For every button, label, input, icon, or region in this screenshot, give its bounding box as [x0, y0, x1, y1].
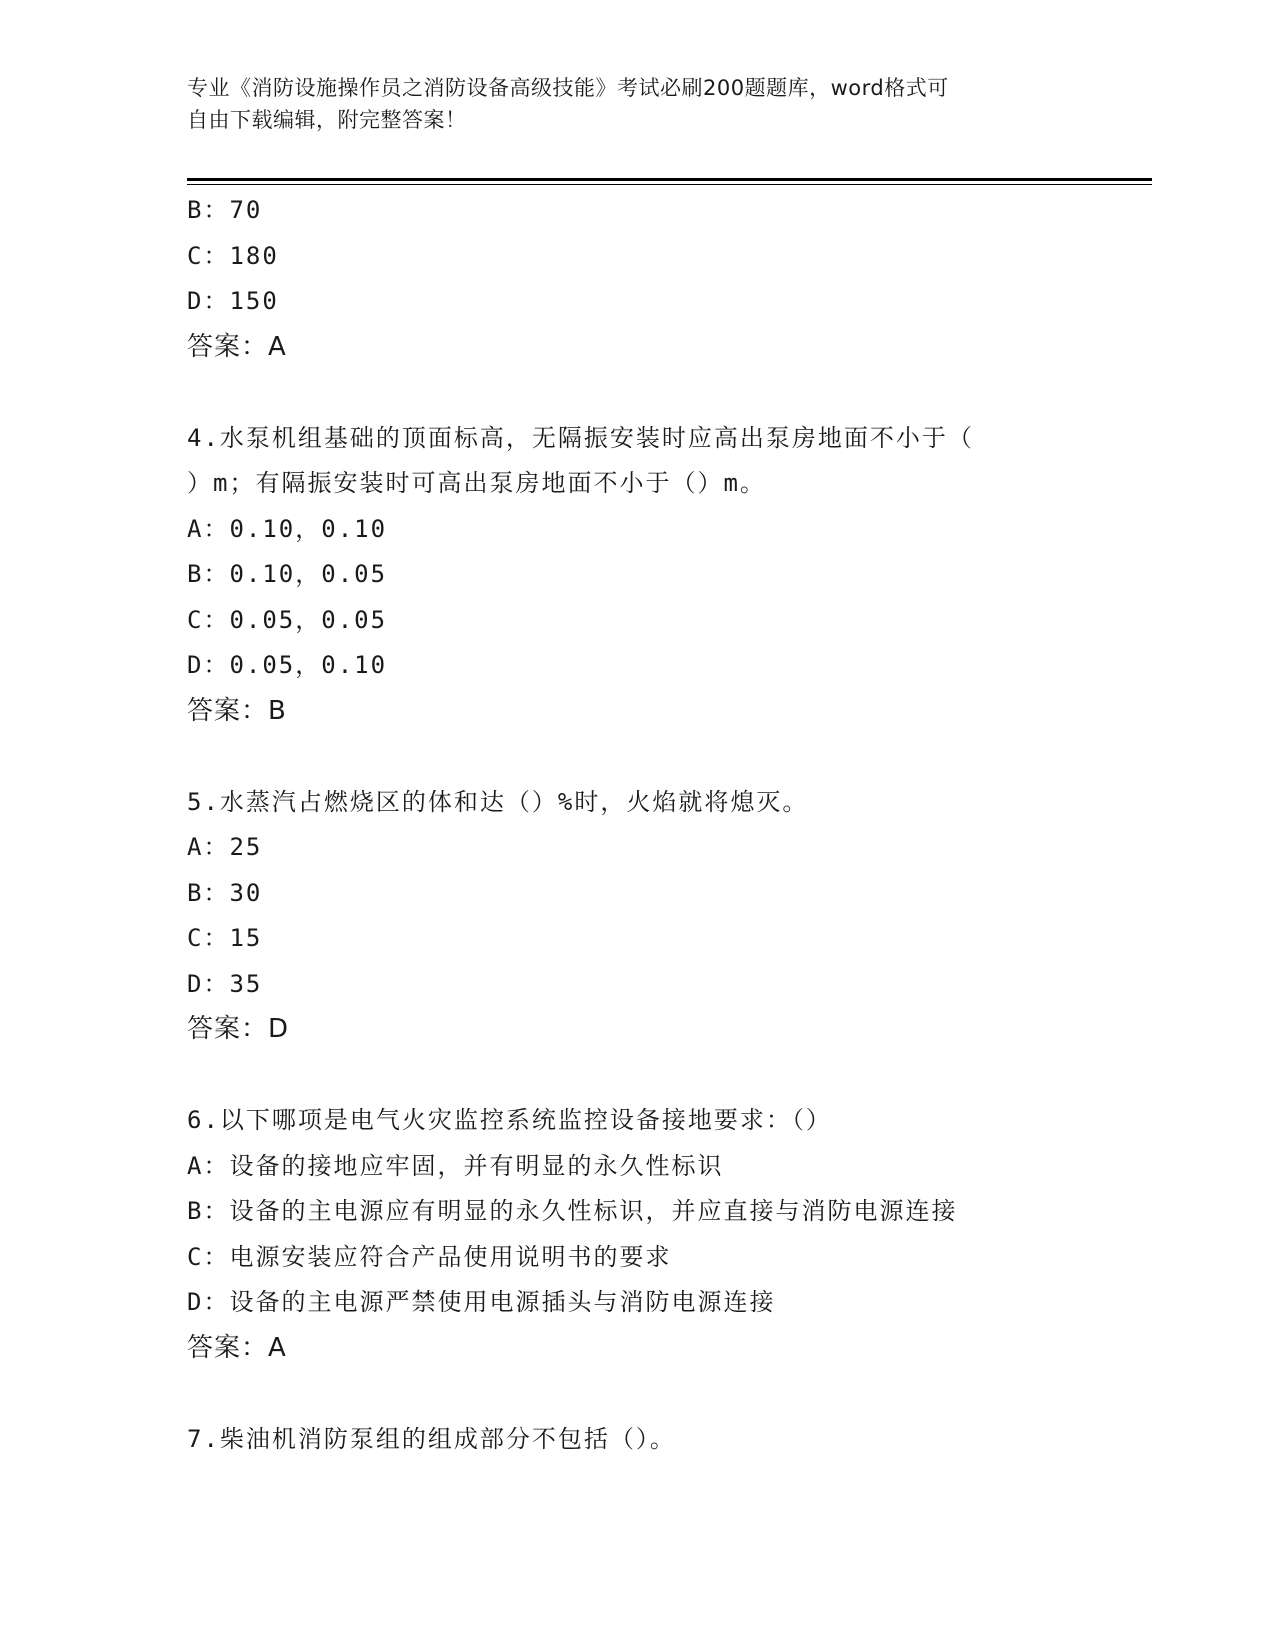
header-line-1: 专业《消防设施操作员之消防设备高级技能》考试必刷200题题库，word格式可 — [187, 76, 949, 100]
option-d: D：设备的主电源严禁使用电源插头与消防电源连接 — [187, 1288, 776, 1316]
document-body — [187, 188, 1087, 1462]
question-stem-line-2: ）m；有隔振安装时可高出泵房地面不小于（）m。 — [187, 469, 766, 497]
question-stem: 5.水蒸汽占燃烧区的体和达（）%时，火焰就将熄灭。 — [187, 787, 809, 816]
spacer — [187, 734, 1087, 780]
option-c: C：180 — [187, 241, 279, 270]
option-a: A：25 — [187, 833, 263, 861]
option-d: D：0.05，0.10 — [187, 651, 388, 679]
spacer — [187, 1053, 1087, 1099]
spacer — [187, 370, 1087, 416]
question-3-tail — [187, 188, 1087, 370]
option-d: D：150 — [187, 287, 279, 315]
spacer — [187, 1371, 1087, 1417]
question-7 — [187, 1417, 1087, 1463]
option-b: B：0.10，0.05 — [187, 560, 388, 588]
question-4 — [187, 416, 1087, 735]
option-b: B：70 — [187, 196, 263, 224]
question-stem: 6.以下哪项是电气火灾监控系统监控设备接地要求：（） — [187, 1106, 832, 1134]
header-rule-thin — [187, 184, 1152, 185]
question-stem-line-1: 4.水泵机组基础的顶面标高，无隔振安装时应高出泵房地面不小于（ — [187, 423, 974, 452]
answer-line: 答案：A — [187, 1332, 287, 1363]
option-b: B：30 — [187, 878, 263, 907]
option-c: C：0.05，0.05 — [187, 605, 388, 634]
option-a: A：0.10，0.10 — [187, 514, 388, 543]
option-b: B：设备的主电源应有明显的永久性标识，并应直接与消防电源连接 — [187, 1197, 958, 1225]
answer-line: 答案：A — [187, 331, 287, 362]
option-c: C：15 — [187, 924, 263, 952]
option-d: D：35 — [187, 969, 263, 998]
answer-line: 答案：D — [187, 1014, 290, 1044]
header-rule-thick — [187, 178, 1152, 181]
document-header — [187, 72, 1067, 136]
option-c: C：电源安装应符合产品使用说明书的要求 — [187, 1242, 672, 1271]
question-stem: 7.柴油机消防泵组的组成部分不包括（）。 — [187, 1424, 676, 1453]
header-line-2: 自由下载编辑，附完整答案！ — [187, 108, 467, 132]
answer-line: 答案：B — [187, 695, 287, 726]
question-5 — [187, 780, 1087, 1053]
question-6 — [187, 1098, 1087, 1371]
option-a: A：设备的接地应牢固，并有明显的永久性标识 — [187, 1151, 724, 1180]
